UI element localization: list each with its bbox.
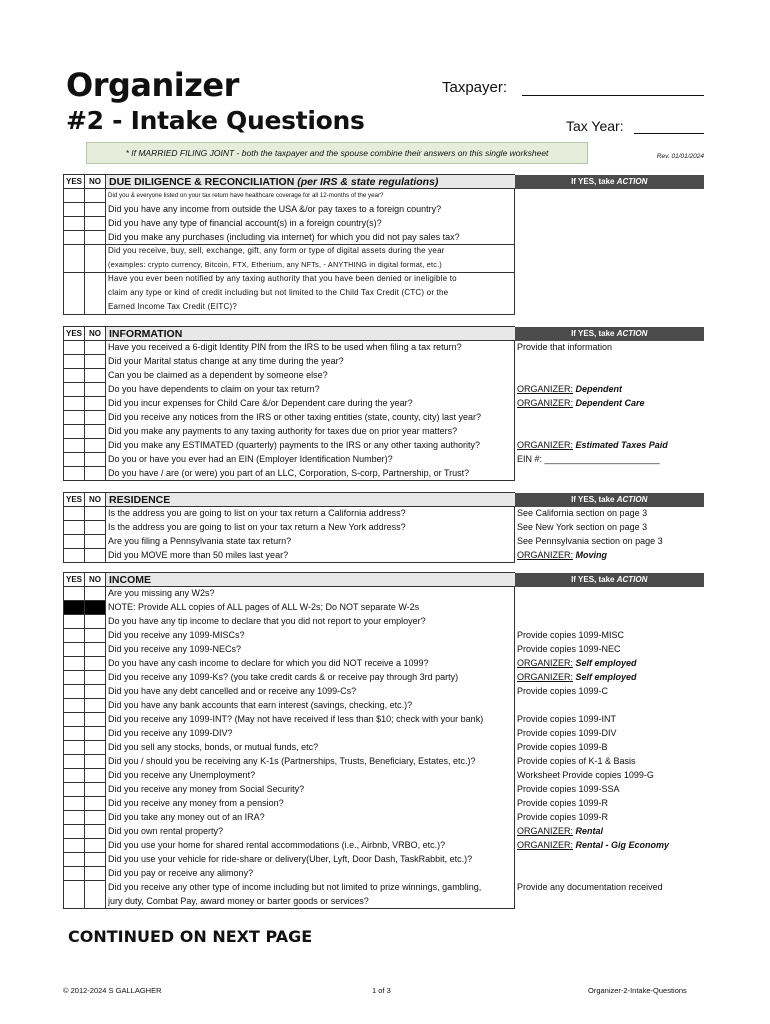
yes-checkbox[interactable]: [64, 797, 85, 811]
question-row: [64, 881, 705, 895]
question-text: Did you own rental property?: [106, 825, 515, 839]
question-text: jury duty, Combat Pay, award money or barter goods or services?: [106, 895, 515, 909]
action-column-header: If YES, take ACTION: [515, 327, 705, 341]
action-text: See Pennsylvania section on page 3: [517, 535, 663, 546]
no-checkbox[interactable]: [85, 615, 106, 629]
action-text: ORGANIZER: Self employed: [517, 657, 637, 668]
no-checkbox[interactable]: [85, 853, 106, 867]
no-checkbox[interactable]: [85, 797, 106, 811]
question-row: [64, 713, 705, 727]
action-text: Provide copies 1099-R: [517, 797, 609, 808]
no-checkbox[interactable]: [85, 245, 106, 273]
question-text: Did you receive any money from Social Security?: [106, 783, 515, 797]
question-text: Earned Income Tax Credit (EITC)?: [106, 301, 515, 315]
question-text: Did you make any purchases (including via internet) for which you did not pay sales tax?: [106, 231, 515, 245]
yes-checkbox[interactable]: [64, 671, 85, 685]
question-text: Are you missing any W2s?: [106, 587, 515, 601]
no-checkbox[interactable]: [85, 189, 106, 203]
no-column-header: NO: [85, 175, 106, 189]
section-title: RESIDENCE: [106, 493, 515, 507]
taxpayer-field[interactable]: [522, 95, 704, 96]
question-text: Is the address you are going to list on your tax return a New York address?: [106, 521, 515, 535]
question-row: [64, 301, 705, 315]
tax-year-label: Tax Year:: [566, 118, 624, 134]
yes-checkbox[interactable]: [64, 727, 85, 741]
question-text: Is the address you are going to list on your tax return a California address?: [106, 507, 515, 521]
yes-checkbox[interactable]: [64, 657, 85, 671]
yes-checkbox[interactable]: [64, 535, 85, 549]
action-text: [515, 425, 705, 439]
question-text: Do you have any tip income to declare that you did not report to your employer?: [106, 615, 515, 629]
action-text: EIN #: _______________________: [517, 453, 660, 464]
action-text: [515, 601, 705, 615]
no-checkbox[interactable]: [85, 549, 106, 563]
continued-note: CONTINUED ON NEXT PAGE: [68, 927, 313, 946]
question-row: [64, 203, 705, 217]
no-checkbox[interactable]: [85, 671, 106, 685]
no-checkbox[interactable]: [85, 341, 106, 355]
no-checkbox[interactable]: [85, 217, 106, 231]
section-title: INCOME: [106, 573, 515, 587]
action-text: [515, 467, 705, 481]
no-checkbox[interactable]: [85, 453, 106, 467]
question-text: (examples: crypto currency, Bitcoin, FTX, Etherium, any NFTs, - ANYTHING in digital format, etc.): [106, 259, 515, 273]
question-row: [64, 411, 705, 425]
action-text: Provide copies 1099-NEC: [517, 643, 621, 654]
no-checkbox[interactable]: [85, 657, 106, 671]
question-text: Can you be claimed as a dependent by someone else?: [106, 369, 515, 383]
action-text: Provide copies 1099-R: [517, 811, 609, 822]
question-row: [64, 507, 705, 521]
question-row: [64, 811, 705, 825]
action-text: ORGANIZER: Moving: [517, 549, 608, 560]
question-row: [64, 521, 705, 535]
yes-checkbox[interactable]: [64, 203, 85, 217]
action-text: [515, 301, 705, 315]
no-checkbox[interactable]: [85, 825, 106, 839]
question-text: Did you receive any Unemployment?: [106, 769, 515, 783]
question-row: [64, 259, 705, 273]
question-row: [64, 853, 705, 867]
yes-checkbox[interactable]: [64, 439, 85, 453]
question-row: [64, 783, 705, 797]
no-checkbox[interactable]: [85, 629, 106, 643]
yes-checkbox[interactable]: [64, 699, 85, 713]
section-information: [63, 326, 705, 481]
no-checkbox[interactable]: [85, 839, 106, 853]
question-row: [64, 643, 705, 657]
question-text: claim any type or kind of credit including but not limited to the Child Tax Credit (CTC) or the: [106, 287, 515, 301]
question-row: [64, 397, 705, 411]
no-checkbox[interactable]: [85, 755, 106, 769]
no-checkbox[interactable]: [85, 383, 106, 397]
taxpayer-label: Taxpayer:: [442, 79, 508, 96]
question-text: Did your Marital status change at any time during the year?: [106, 355, 515, 369]
yes-checkbox[interactable]: [64, 643, 85, 657]
question-row: [64, 727, 705, 741]
yes-checkbox[interactable]: [64, 839, 85, 853]
question-row: [64, 657, 705, 671]
question-row: [64, 245, 705, 259]
action-column-header: If YES, take ACTION: [515, 175, 705, 189]
page-subtitle: #2 - Intake Questions: [66, 106, 365, 135]
action-text: [515, 245, 705, 259]
question-text: Did you & everyone listed on your tax return have healthcare coverage for all 12-months of the year?: [106, 189, 515, 203]
question-row: [64, 273, 705, 287]
no-checkbox[interactable]: [85, 521, 106, 535]
action-column-header: If YES, take ACTION: [515, 493, 705, 507]
no-checkbox[interactable]: [85, 881, 106, 909]
question-text: Did you receive any notices from the IRS or other taxing entities (state, county, city) last year?: [106, 411, 515, 425]
question-text: NOTE: Provide ALL copies of ALL pages of ALL W-2s; Do NOT separate W-2s: [106, 601, 515, 615]
no-column-header: NO: [85, 573, 106, 587]
no-checkbox[interactable]: [85, 439, 106, 453]
no-checkbox[interactable]: [85, 867, 106, 881]
yes-checkbox: [64, 601, 85, 615]
no-checkbox[interactable]: [85, 643, 106, 657]
question-row: [64, 369, 705, 383]
yes-checkbox[interactable]: [64, 355, 85, 369]
question-text: Did you receive any 1099-Ks? (you take credit cards & or receive pay through 3rd party): [106, 671, 515, 685]
action-text: [515, 411, 705, 425]
mfj-note: * If MARRIED FILING JOINT - both the taxpayer and the spouse combine their answers on this single worksheet: [86, 142, 588, 164]
no-checkbox[interactable]: [85, 699, 106, 713]
question-text: Did you MOVE more than 50 miles last year?: [106, 549, 515, 563]
question-text: Did you make any ESTIMATED (quarterly) payments to the IRS or any other taxing authority?: [106, 439, 515, 453]
yes-column-header: YES: [64, 327, 85, 341]
yes-checkbox[interactable]: [64, 853, 85, 867]
no-checkbox[interactable]: [85, 587, 106, 601]
yes-checkbox[interactable]: [64, 825, 85, 839]
question-row: [64, 549, 705, 563]
action-column-header: If YES, take ACTION: [515, 573, 705, 587]
question-text: Did you have any type of financial account(s) in a foreign country(s)?: [106, 217, 515, 231]
question-text: Did you have any bank accounts that earn interest (savings, checking, etc.)?: [106, 699, 515, 713]
footer-page-number: 1 of 3: [372, 986, 391, 995]
no-checkbox[interactable]: [85, 685, 106, 699]
question-row: [64, 535, 705, 549]
no-checkbox[interactable]: [85, 811, 106, 825]
no-checkbox: [85, 601, 106, 615]
question-row: [64, 453, 705, 467]
question-row: [64, 769, 705, 783]
yes-checkbox[interactable]: [64, 867, 85, 881]
question-text: Did you make any payments to any taxing authority for taxes due on prior year matters?: [106, 425, 515, 439]
action-text: [515, 615, 705, 629]
action-text: [515, 369, 705, 383]
no-checkbox[interactable]: [85, 769, 106, 783]
no-checkbox[interactable]: [85, 713, 106, 727]
question-row: [64, 231, 705, 245]
action-text: Provide copies 1099-C: [517, 685, 609, 696]
question-text: Are you filing a Pennsylvania state tax return?: [106, 535, 515, 549]
no-checkbox[interactable]: [85, 741, 106, 755]
yes-checkbox[interactable]: [64, 411, 85, 425]
question-row: [64, 699, 705, 713]
question-text: Did you receive any money from a pension?: [106, 797, 515, 811]
question-row: [64, 587, 705, 601]
no-checkbox[interactable]: [85, 355, 106, 369]
question-row: [64, 895, 705, 909]
yes-checkbox[interactable]: [64, 769, 85, 783]
action-text: [515, 189, 705, 203]
question-row: [64, 287, 705, 301]
no-checkbox[interactable]: [85, 273, 106, 315]
question-text: Did you receive, buy, sell, exchange, gift, any form or type of digital assets during the year: [106, 245, 515, 259]
question-text: Have you received a 6-digit Identity PIN from the IRS to be used when filing a tax return?: [106, 341, 515, 355]
question-row: [64, 741, 705, 755]
question-row: [64, 601, 705, 615]
yes-checkbox[interactable]: [64, 231, 85, 245]
action-text: Provide copies of K-1 & Basis: [517, 755, 636, 766]
action-text: ORGANIZER: Self employed: [517, 671, 637, 682]
action-text: See New York section on page 3: [517, 521, 648, 532]
action-text: Provide that information: [517, 341, 613, 352]
revision-date: Rev. 01/01/2024: [656, 153, 704, 160]
question-row: [64, 839, 705, 853]
question-row: [64, 797, 705, 811]
yes-checkbox[interactable]: [64, 615, 85, 629]
yes-column-header: YES: [64, 175, 85, 189]
question-row: [64, 615, 705, 629]
action-text: Provide copies 1099-INT: [517, 713, 617, 724]
action-text: [515, 867, 705, 881]
no-checkbox[interactable]: [85, 411, 106, 425]
question-text: Did you receive any 1099-INT? (May not have received if less than $10; check with your bank): [106, 713, 515, 727]
action-text: [515, 895, 705, 909]
no-checkbox[interactable]: [85, 425, 106, 439]
question-text: Have you ever been notified by any taxing authority that you have been denied or ineligible to: [106, 273, 515, 287]
no-checkbox[interactable]: [85, 231, 106, 245]
no-checkbox[interactable]: [85, 507, 106, 521]
yes-checkbox[interactable]: [64, 397, 85, 411]
yes-checkbox[interactable]: [64, 369, 85, 383]
question-text: Do you or have you ever had an EIN (Employer Identification Number)?: [106, 453, 515, 467]
question-text: Did you have any debt cancelled and or receive any 1099-Cs?: [106, 685, 515, 699]
action-text: ORGANIZER: Rental - Gig Economy: [517, 839, 670, 850]
section-title: DUE DILIGENCE & RECONCILIATION (per IRS & state regulations): [106, 175, 515, 189]
question-row: [64, 867, 705, 881]
yes-checkbox[interactable]: [64, 685, 85, 699]
yes-checkbox[interactable]: [64, 383, 85, 397]
section-due-diligence: [63, 174, 705, 315]
action-text: [515, 853, 705, 867]
footer-doc-name: Organizer-2-Intake-Questions: [588, 986, 687, 995]
action-text: See California section on page 3: [517, 507, 648, 518]
question-text: Do you have / are (or were) you part of an LLC, Corporation, S-corp, Partnership, or Trust?: [106, 467, 515, 481]
no-checkbox[interactable]: [85, 467, 106, 481]
question-text: Did you use your home for shared rental accommodations (i.e., Airbnb, VRBO, etc.)?: [106, 839, 515, 853]
yes-checkbox[interactable]: [64, 217, 85, 231]
action-text: [515, 203, 705, 217]
yes-checkbox[interactable]: [64, 273, 85, 315]
question-row: [64, 685, 705, 699]
yes-checkbox[interactable]: [64, 425, 85, 439]
question-text: Did you use your vehicle for ride-share or delivery(Uber, Lyft, Door Dash, TaskRabbit, etc.)?: [106, 853, 515, 867]
question-row: [64, 755, 705, 769]
action-text: Provide copies 1099-DIV: [517, 727, 617, 738]
question-text: Did you sell any stocks, bonds, or mutual funds, etc?: [106, 741, 515, 755]
section-title: INFORMATION: [106, 327, 515, 341]
no-checkbox[interactable]: [85, 397, 106, 411]
yes-checkbox[interactable]: [64, 453, 85, 467]
action-text: Provide copies 1099-SSA: [517, 783, 620, 794]
yes-column-header: YES: [64, 573, 85, 587]
question-row: [64, 355, 705, 369]
action-text: [515, 259, 705, 273]
question-row: [64, 217, 705, 231]
question-text: Did you incur expenses for Child Care &/or Dependent care during the year?: [106, 397, 515, 411]
question-text: Did you pay or receive any alimony?: [106, 867, 515, 881]
question-text: Did you / should you be receiving any K-1s (Partnerships, Trusts, Beneficiary, Estates, etc.)?: [106, 755, 515, 769]
question-text: Did you receive any other type of income including but not limited to prize winnings, gambling,: [106, 881, 515, 895]
footer-copyright: © 2012-2024 S GALLAGHER: [63, 986, 162, 995]
yes-checkbox[interactable]: [64, 467, 85, 481]
yes-checkbox[interactable]: [64, 507, 85, 521]
no-column-header: NO: [85, 327, 106, 341]
yes-checkbox[interactable]: [64, 811, 85, 825]
question-text: Do you have dependents to claim on your tax return?: [106, 383, 515, 397]
question-text: Do you have any cash income to declare for which you did NOT receive a 1099?: [106, 657, 515, 671]
yes-checkbox[interactable]: [64, 521, 85, 535]
question-text: Did you receive any 1099-NECs?: [106, 643, 515, 657]
no-column-header: NO: [85, 493, 106, 507]
action-text: Provide copies 1099-MISC: [517, 629, 625, 640]
question-text: Did you have any income from outside the USA &/or pay taxes to a foreign country?: [106, 203, 515, 217]
action-text: ORGANIZER: Dependent: [517, 383, 623, 394]
section-income: [63, 572, 705, 909]
no-checkbox[interactable]: [85, 369, 106, 383]
question-row: [64, 383, 705, 397]
yes-checkbox[interactable]: [64, 629, 85, 643]
yes-checkbox[interactable]: [64, 783, 85, 797]
question-row: [64, 671, 705, 685]
tax-year-field[interactable]: [634, 133, 704, 134]
no-checkbox[interactable]: [85, 783, 106, 797]
question-row: [64, 825, 705, 839]
no-checkbox[interactable]: [85, 203, 106, 217]
question-text: Did you take any money out of an IRA?: [106, 811, 515, 825]
question-row: [64, 425, 705, 439]
section-residence: [63, 492, 705, 563]
action-text: [515, 231, 705, 245]
action-text: [515, 587, 705, 601]
action-text: ORGANIZER: Estimated Taxes Paid: [517, 439, 668, 450]
question-row: [64, 629, 705, 643]
question-row: [64, 341, 705, 355]
action-text: [515, 699, 705, 713]
yes-column-header: YES: [64, 493, 85, 507]
yes-checkbox[interactable]: [64, 755, 85, 769]
question-row: [64, 189, 705, 203]
action-text: ORGANIZER: Rental: [517, 825, 604, 836]
yes-checkbox[interactable]: [64, 341, 85, 355]
action-text: [515, 287, 705, 301]
question-row: [64, 467, 705, 481]
action-text: [515, 273, 705, 287]
action-text: [515, 355, 705, 369]
yes-checkbox[interactable]: [64, 713, 85, 727]
yes-checkbox[interactable]: [64, 549, 85, 563]
action-text: ORGANIZER: Dependent Care: [517, 397, 645, 408]
question-text: Did you receive any 1099-MISCs?: [106, 629, 515, 643]
page-title: Organizer: [66, 66, 239, 104]
no-checkbox[interactable]: [85, 535, 106, 549]
action-text: Provide copies 1099-B: [517, 741, 608, 752]
action-text: [515, 217, 705, 231]
yes-checkbox[interactable]: [64, 587, 85, 601]
yes-checkbox[interactable]: [64, 741, 85, 755]
yes-checkbox[interactable]: [64, 245, 85, 273]
yes-checkbox[interactable]: [64, 881, 85, 909]
action-text: Provide any documentation received: [517, 881, 663, 892]
question-text: Did you receive any 1099-DIV?: [106, 727, 515, 741]
question-row: [64, 439, 705, 453]
action-text: Worksheet Provide copies 1099-G: [517, 769, 654, 780]
yes-checkbox[interactable]: [64, 189, 85, 203]
no-checkbox[interactable]: [85, 727, 106, 741]
